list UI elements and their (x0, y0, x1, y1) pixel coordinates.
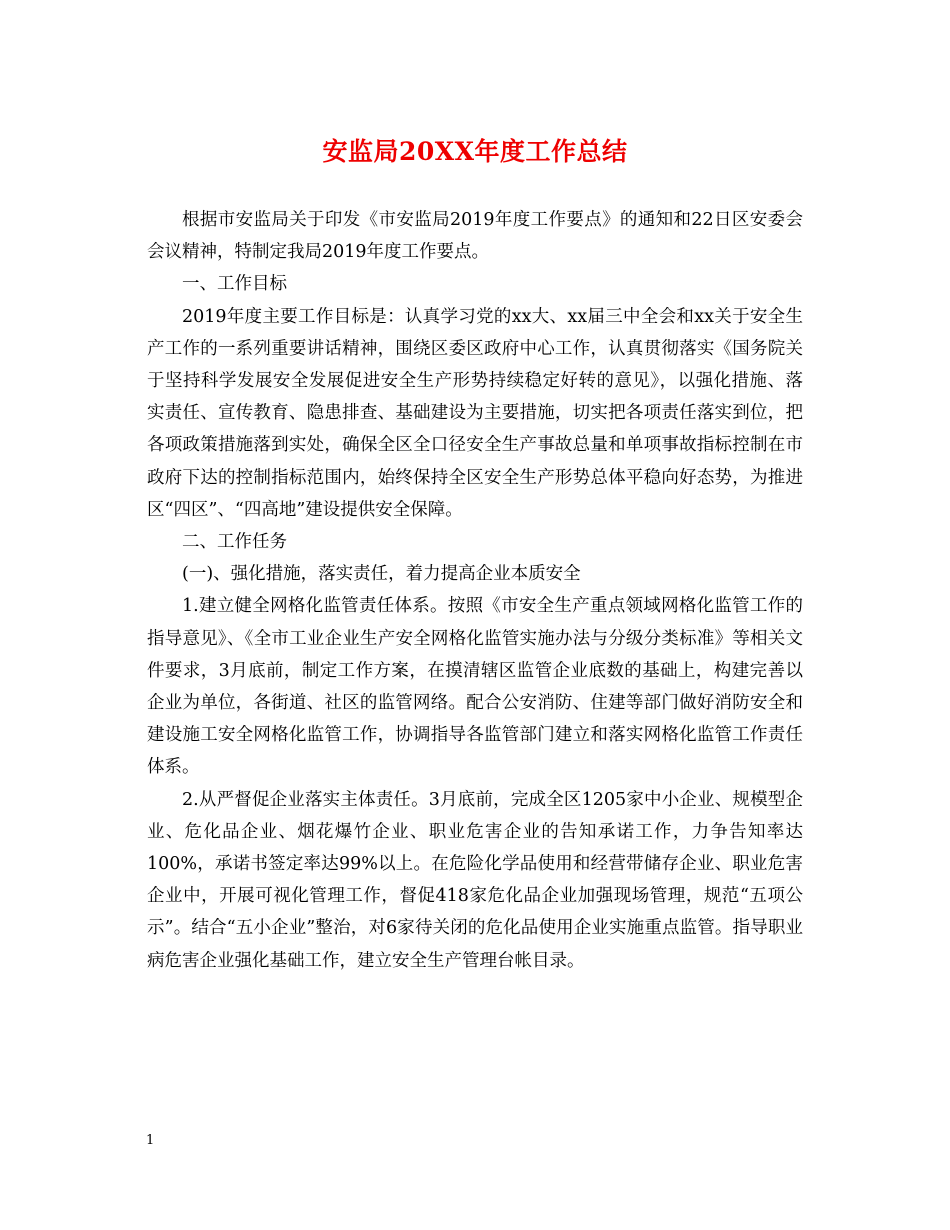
paragraph-intro: 根据市安监局关于印发《市安监局2019年度工作要点》的通知和22日区安委会会议精神，特制定我局2019年度工作要点。 (147, 210, 803, 263)
document-body (147, 204, 803, 977)
paragraph-goals: 2019年度主要工作目标是：认真学习党的xx大、xx届三中全会和xx关于安全生产工作的一系列重要讲话精神，围绕区委区政府中心工作，认真贯彻落实《国务院关于坚持科学发展安全发展促进安全生产形势持续稳定好转的意见》，以强化措施、落实责任、宣传教育、隐患排查、基础建设为主要措施，切实把各项责任落实到位，把各项政策措施落到实处，确保全区全口径安全生产事故总量和单项事故指标控制在市政府下达的控制指标范围内，始终保持全区安全生产形势总体平稳向好态势，为推进区“四区”、“四高地”建设提供安全保障。 (147, 306, 803, 520)
document-title: 安监局20XX年度工作总结 (322, 137, 628, 166)
heading-work-goals: 一、工作目标 (182, 274, 287, 295)
subheading-task-one: (一)、强化措施，落实责任，着力提高企业本质安全 (182, 564, 581, 585)
heading-work-tasks: 二、工作任务 (182, 532, 287, 553)
page-number: 1 (146, 1133, 155, 1148)
paragraph-task-1: 1.建立健全网格化监管责任体系。按照《市安全生产重点领域网格化监管工作的指导意见》、《全市工业企业生产安全网格化监管实施办法与分级分类标准》等相关文件要求，3月底前，制定工作方案，在摸清辖区监管企业底数的基础上，构建完善以企业为单位，各街道、社区的监管网络。配合公安消防、住建等部门做好消防安全和建设施工安全网格化监管工作，协调指导各监管部门建立和落实网格化监管工作责任体系。 (147, 596, 803, 778)
paragraph-task-2: 2.从严督促企业落实主体责任。3月底前，完成全区1205家中小企业、规模型企业、危化品企业、烟花爆竹企业、职业危害企业的告知承诺工作，力争告知率达100%，承诺书签定率达99%以上。在危险化学品使用和经营带储存企业、职业危害企业中，开展可视化管理工作，督促418家危化品企业加强现场管理，规范“五项公示”。结合“五小企业”整治，对6家待关闭的危化品使用企业实施重点监管。指导职业病危害企业强化基础工作，建立安全生产管理台帐目录。 (147, 789, 803, 971)
